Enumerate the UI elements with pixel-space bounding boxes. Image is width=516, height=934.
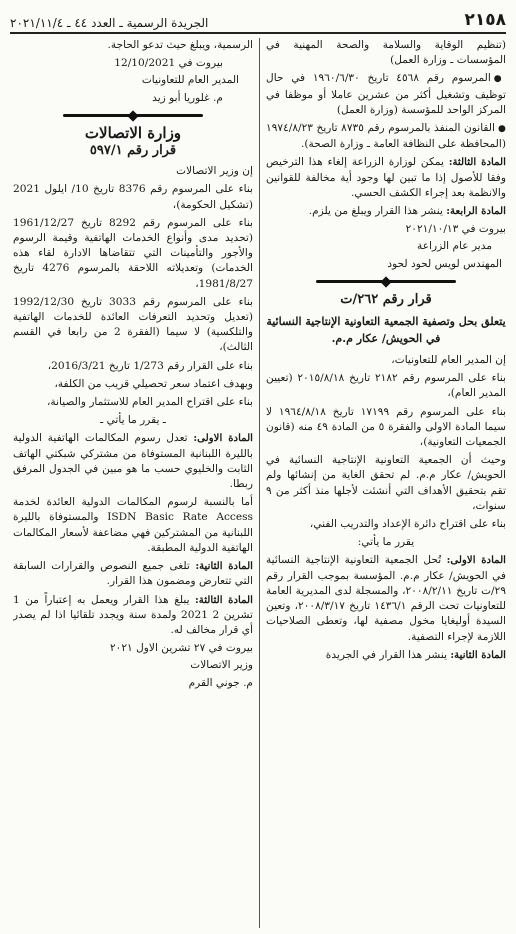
preamble-line: وبهدف اعتماد سعر تحصيلي قريب من الكلفة،	[54, 377, 253, 390]
signatory-title: مدير عام الزراعة	[417, 240, 492, 253]
left-column	[13, 38, 259, 928]
section-separator	[13, 112, 253, 120]
bullet-list	[266, 71, 506, 152]
article-2: المادة الثانية: تلغى جميع النصوص والقرارات السابقة التي تتعارض ومضمون هذا القرار.	[13, 560, 254, 588]
intro-text: (تنظيم الوقاية والسلامة والصحة المهنية في المؤسسات ـ وزارة العمل)	[266, 39, 506, 67]
preamble-line: بناء على القرار رقم 1/273 تاريخ 2016/3/21،	[47, 359, 253, 372]
decision-subject: يتعلق بحل وتصفية الجمعية التعاونية الإنتاجية النسائية في الحويش/ عكار م.م.	[266, 315, 506, 346]
columns	[10, 38, 506, 928]
date-line: بيروت في ٢٠٢١/١٠/١٣	[405, 223, 506, 236]
article-2: المادة الثانية: ينشر هذا القرار في الجريدة	[325, 648, 506, 661]
signatory-title: المدير العام للتعاونيات	[141, 74, 239, 87]
decides-line: يقرر ما يأتي:	[357, 536, 415, 549]
decision-title: قرار رقم ٥٩٧/١	[89, 143, 177, 159]
date-line: بيروت في ٢٧ تشرين الاول ٢٠٢١	[109, 642, 253, 655]
decides-line: ـ يقرر ما يأتي ـ	[100, 414, 166, 427]
preamble-line: بناء على المرسوم رقم 8292 تاريخ 1961/12/27 (تحديد مدى وأنواع الخدمات الهاتفية وقيمة الرسوم والأجور والتأمينات التي تتقاضاها الادارة لقاء هذه الخدمات) وتعديلاته اللاحقة بالمرسوم 4276 تاريخ 1981/8/27،	[13, 216, 253, 290]
ministry-title: وزارة الاتصالات	[84, 123, 182, 142]
preamble-line: بناء على المرسوم رقم 8376 تاريخ 10/ ايلول 2021 (تشكيل الحكومة)،	[13, 183, 253, 211]
bullet-icon: ●	[497, 124, 506, 135]
preamble-line: بناء على المرسوم رقم 3033 تاريخ 1992/12/30 (تعديل وتحديد التعرفات العائدة للخدمات الهاتفية والتلكسية) لا سيما (الفقرة 2 من رابعا في القسم الثالث)،	[13, 295, 254, 354]
column-divider	[259, 38, 260, 928]
date-line: بيروت في 12/10/2021	[114, 57, 223, 70]
right-column	[260, 38, 506, 928]
signatory-name: المهندس لويس لحود لحود	[387, 257, 502, 270]
bullet-icon: ●	[493, 74, 506, 85]
preamble-line: بناء على اقتراح دائرة الإعداد والتدريب الفني،	[309, 518, 506, 531]
preamble-line: بناء على المرسوم رقم ٢١٨٢ تاريخ ٢٠١٥/٨/١٨ (تعيين المدير العام)،	[266, 372, 506, 400]
preamble-line: بناء على المرسوم رقم ١٧١٩٩ تاريخ ١٩٦٤/٨/١٨ لا سيما المادة الاولى والفقرة ٥ من المادة ٤٩ منه (قانون الجمعيات التعاونية)،	[266, 405, 506, 449]
preamble-line: إن المدير العام للتعاونيات،	[391, 354, 506, 367]
article-4: المادة الرابعة: ينشر هذا القرار ويبلغ من يلزم.	[308, 205, 506, 218]
preamble-line: إن وزير الاتصالات	[176, 165, 253, 178]
signatory-name: م. غلوريا أبو زيد	[152, 91, 223, 104]
section-separator	[266, 278, 506, 286]
signatory-title: وزير الاتصالات	[190, 659, 253, 672]
bullet-item: ●المرسوم رقم ٤٥٦٨ تاريخ ١٩٦٠/٦/٣٠ في حال توظيف وتشغيل أكثر من عشرين عاملا أو موظفا في المركز الواحد للمؤسسة (وزارة العمل)	[266, 72, 506, 116]
issue-info: الجريدة الرسمية ـ العدد ٤٤ ـ ٢٠٢١/١١/٤	[10, 16, 209, 30]
decision-title: قرار رقم ٢٦٢/ت	[340, 291, 432, 307]
article-1: المادة الاولى: تُحل الجمعية التعاونية الإنتاجية النسائية في الحويش/ عكار م.م. المؤسسة بموجب القرار رقم ٢٩/ت تاريخ ٢٠٠٨/٢/١١، والمسجلة لدى المديرية العامة للتعاونيات تحت الرقم ١٤٣٦/١ تاريخ ٢٠٠٨/٣/١٧، وتعين السيدة أوليغايا مخول مصفية لها، وتعطى الصلاحيات اللازمة لإجراء التصفية.	[266, 554, 506, 643]
preamble-line: بناء على اقتراح المدير العام للاستثمار والصيانة،	[47, 396, 253, 409]
article-3: المادة الثالثة: يبلغ هذا القرار ويعمل به إعتباراً من 1 تشرين 2 2021 ولمدة سنة ويجدد تلقائيا اذا لم يصدر أي قرار مخالف له.	[13, 593, 254, 636]
page-number: ٢١٥٨	[464, 10, 506, 30]
preamble-line: وحيث أن الجمعية التعاونية الإنتاجية النسائية في الحويش/ عكار م.م. لم تحقق الغاية من إنشائها ولم تقم بتحقيق الأهداف التي أنشئت لأجلها منذ أكثر من ٩ سنوات،	[266, 454, 506, 512]
signatory-name: م. جوني القرم	[188, 676, 253, 689]
bullet-item: ●القانون المنفذ بالمرسوم رقم ٨٧٣٥ تاريخ ١٩٧٤/٨/٢٣ (المحافظة على النظافة العامة ـ وزارة الصحة).	[266, 122, 506, 151]
article-3: المادة الثالثة: يمكن لوزارة الزراعة إلغاء هذا الترخيص وفقا للأصول إذا ما تبين لها وجود أية مخالفة للقوانين والانظمة بعد إجراء الكشف الحسي.	[266, 156, 506, 199]
article-1-extra: أما بالنسبة لرسوم المكالمات الدولية العائدة لخدمة ISDN Basic Rate Access والمستوفاة بالليرة اللبنانية من المشتركين فهي مضاعفة لأسعار المكالمات الهاتفية الدولية المطبقة.	[13, 496, 253, 554]
continued-text: الرسمية، ويبلغ حيث تدعو الحاجة.	[107, 39, 253, 51]
page-header	[10, 8, 506, 34]
article-1: المادة الاولى: تعدل رسوم المكالمات الهاتفية الدولية بالليرة اللبنانية المستوفاة من مشتركي شبكتي الهاتف الثابت والخليوي حسب ما هو مبين في الجدول المرفق ربطا.	[13, 432, 254, 491]
